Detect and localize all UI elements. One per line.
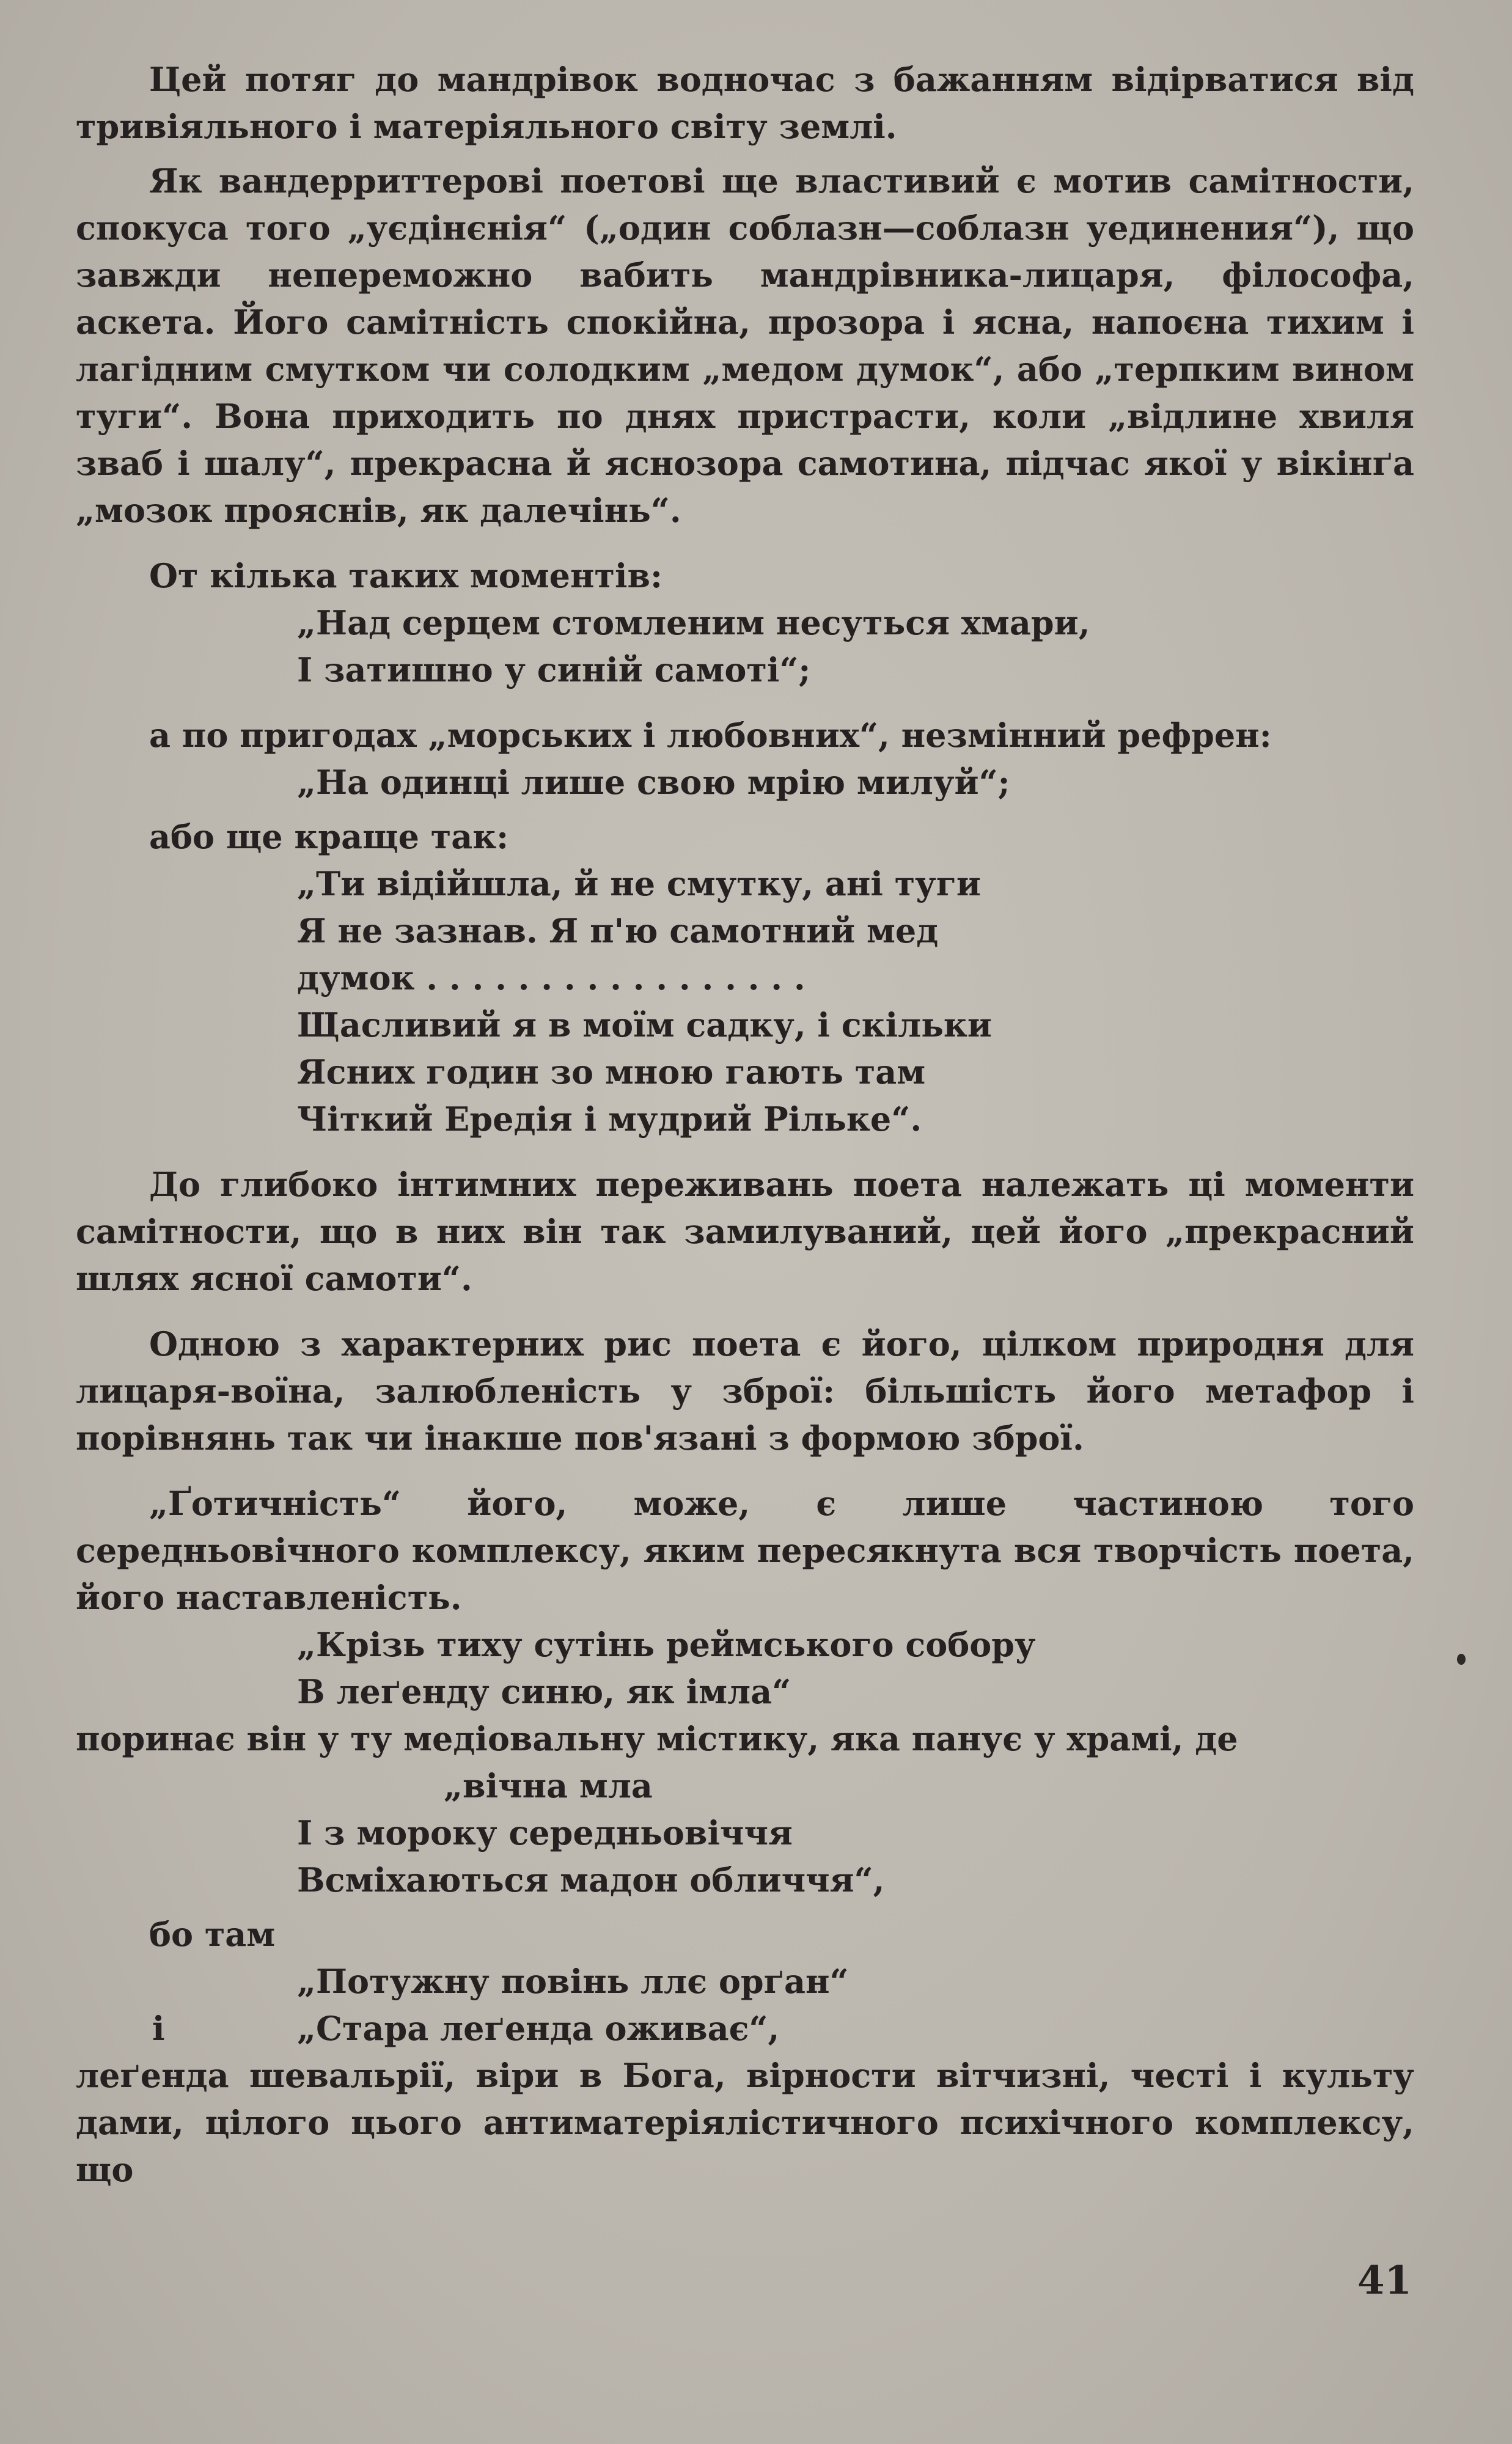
better-intro: або ще краще так:: [149, 817, 509, 856]
paragraph-solitude: Як вандерриттерові поетові ще властивий є мотив самітности, спокуса того „уєдінєнія“ („один соблазн—соблазн уединения“), що завжди непереможно вабить мандрівника-лицаря, філософа, аскета. Його самітність спокійна, прозора і ясна, напоєна тихим і лагідним смутком чи солодким „медом думок“, або „терпким вином туги“. Вона приходить по днях пристрасти, коли „відлине хвиля зваб і шалу“, прекрасна й яснозора самотина, підчас якої у вікінґа „мозок прояснів, як далечінь“.: [76, 161, 1414, 530]
refrain-intro: а по пригодах „морських і любовних“, незмінний рефрен:: [149, 716, 1272, 755]
verse-line: Щасливий я в моїм садку, і скільки: [297, 1005, 992, 1044]
sentence-mysticism: поринає він у ту медіовальну містику, яка панує у храмі, де: [76, 1719, 1238, 1758]
verse-line: „Потужну повінь ллє орґан“: [297, 1962, 849, 2001]
verse-line: Чіткий Ередія і мудрий Рільке“.: [297, 1099, 922, 1139]
verse-clouds: [76, 600, 1414, 694]
verse-legend: [76, 2005, 1414, 2052]
verse-line: „Над серцем стомленим несуться хмари,: [297, 603, 1090, 642]
verse-line: „На одинці лише свою мрію милуй“;: [297, 763, 1010, 802]
paragraph-moments-intro: От кілька таких моментів:: [149, 556, 662, 595]
verse-line: Всміхаються мадон обличчя“,: [297, 1860, 885, 1899]
verse-garden: [76, 861, 1414, 1143]
verse-refrain: [76, 759, 1414, 806]
ink-speck: [1457, 1654, 1466, 1665]
page-number: 41: [1357, 2258, 1412, 2303]
paragraph-wanderings: Цей потяг до мандрівок водночас з бажанням відірватися від тривіяльного і матеріяльного світу землі.: [76, 60, 1414, 146]
paragraph-gothic: „Ґотичність“ його, може, є лише частиною того середньовічного комплексу, яким пересякнута вся творчість поета, його наставленість.: [76, 1484, 1414, 1617]
verse-line: „Ти відійшла, й не смутку, ані туги: [297, 864, 981, 903]
verse-line: Я не зазнав. Я п'ю самотний мед: [297, 911, 939, 950]
paragraph-intimate: До глибоко інтимних переживань поета належать ці моменти самітности, що в них він так замилуваний, цей його „прекрасний шлях ясної самоти“.: [76, 1165, 1414, 1298]
verse-eternal-haze: [76, 1763, 1414, 1810]
paragraph-weapons: Одною з характерних рис поета є його, цілком природня для лицаря-воїна, залюбленість у зброї: більшість його метафор і порівнянь так чи інакше пов'язані з формою зброї.: [76, 1324, 1414, 1458]
verse-line: Ясних годин зо мною гають там: [297, 1052, 926, 1092]
verse-line: І з мороку середньовіччя: [297, 1813, 793, 1852]
because-there: бо там: [149, 1915, 276, 1954]
verse-line: „вічна мла: [444, 1766, 653, 1805]
verse-line: думок . . . . . . . . . . . . . . . . .: [297, 958, 806, 997]
verse-line: І затишно у синій самоті“;: [297, 650, 811, 689]
page-text: [76, 56, 1414, 2193]
conjunction: і: [152, 2009, 165, 2048]
verse-line: В леґенду синю, як імла“: [297, 1672, 791, 1711]
verse-line: „Стара леґенда оживає“,: [297, 2009, 780, 2048]
paragraph-chivalry: леґенда шевальрії, віри в Бога, вірности вітчизні, честі і культу дами, цілого цього антиматеріялістичного психічного комплексу, що: [76, 2056, 1414, 2189]
verse-line: „Крізь тиху сутінь реймського собору: [297, 1625, 1036, 1664]
verse-organ: [76, 1958, 1414, 2005]
verse-cathedral: [76, 1621, 1414, 1716]
verse-madonnas: [76, 1810, 1414, 1904]
